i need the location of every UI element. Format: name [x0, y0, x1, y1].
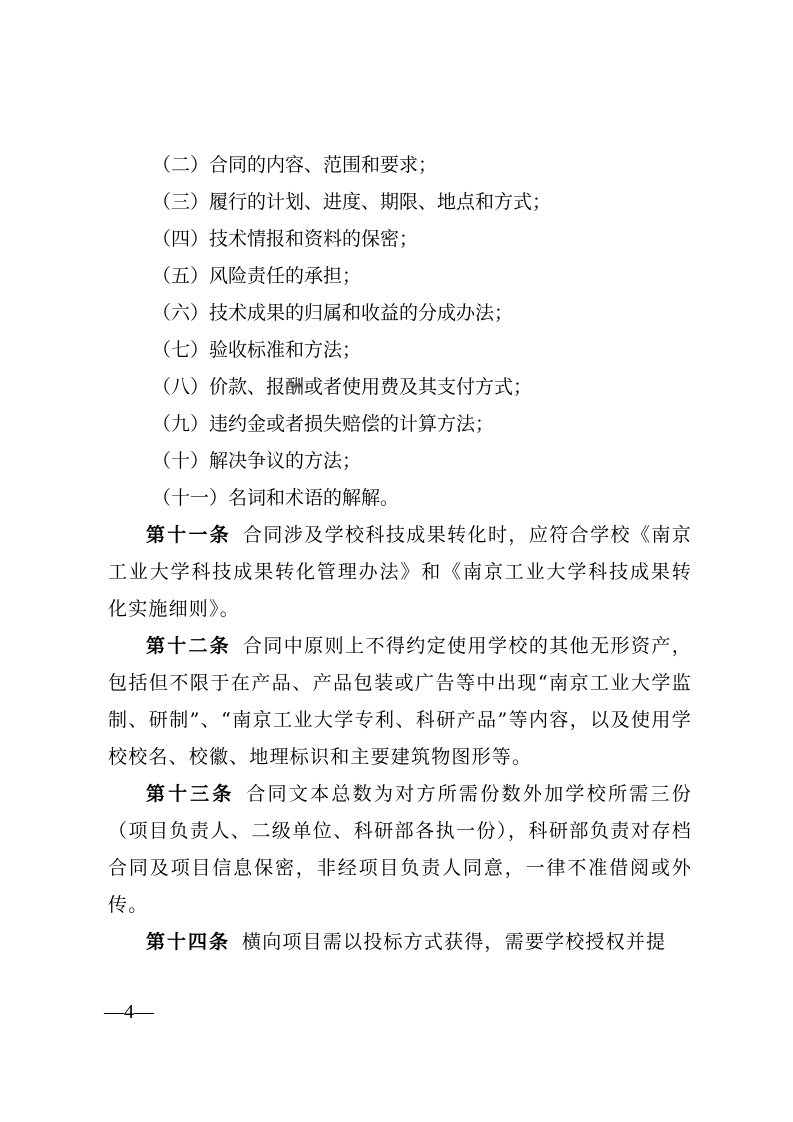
list-item: （二）合同的内容、范围和要求；: [152, 154, 438, 176]
article-11: [108, 517, 692, 628]
article-text: 合同文本总数为对方所需份数外加学校所需三份（项目负责人、二级单位、科研部各执一份），科研部负责对存档合同及项目信息保密，非经项目负责人同意，一律不准借阅或外传。: [108, 783, 692, 916]
article-12: [108, 628, 692, 776]
document-body: [108, 147, 692, 961]
article-heading: 第十二条: [146, 635, 231, 657]
list-item: （四）技术情报和资料的保密；: [152, 228, 419, 250]
list-item: （七）验收标准和方法；: [152, 339, 362, 361]
list-item: （五）风险责任的承担；: [152, 265, 362, 287]
article-14: [108, 924, 692, 961]
article-text: 合同中原则上不得约定使用学校的其他无形资产，包括但不限于在产品、产品包装或广告等中出现“南京工业大学监制、研制”、“南京工业大学专利、科研产品”等内容，以及使用学校校名、校徽、地理标识和主要建筑物图形等。: [108, 635, 692, 768]
article-13: [108, 776, 692, 924]
article-heading: 第十三条: [146, 783, 235, 805]
article-text: 横向项目需以投标方式获得，需要学校授权并提: [242, 931, 667, 953]
article-heading: 第十一条: [146, 524, 231, 546]
page-number: —4—: [104, 1001, 154, 1023]
list-item: （八）价款、报酬或者使用费及其支付方式；: [152, 376, 533, 398]
article-heading: 第十四条: [146, 931, 231, 953]
list-item: （九）违约金或者损失赔偿的计算方法；: [152, 413, 495, 435]
list-item: （十一）名词和术语的解解。: [152, 487, 400, 509]
list-item: （六）技术成果的归属和收益的分成办法；: [152, 302, 514, 324]
list-item: （三）履行的计划、进度、期限、地点和方式；: [152, 191, 552, 213]
article-text: 合同涉及学校科技成果转化时，应符合学校《南京工业大学科技成果转化管理办法》和《南京工业大学科技成果转化实施细则》。: [108, 524, 692, 620]
list-item: （十）解决争议的方法；: [152, 450, 362, 472]
